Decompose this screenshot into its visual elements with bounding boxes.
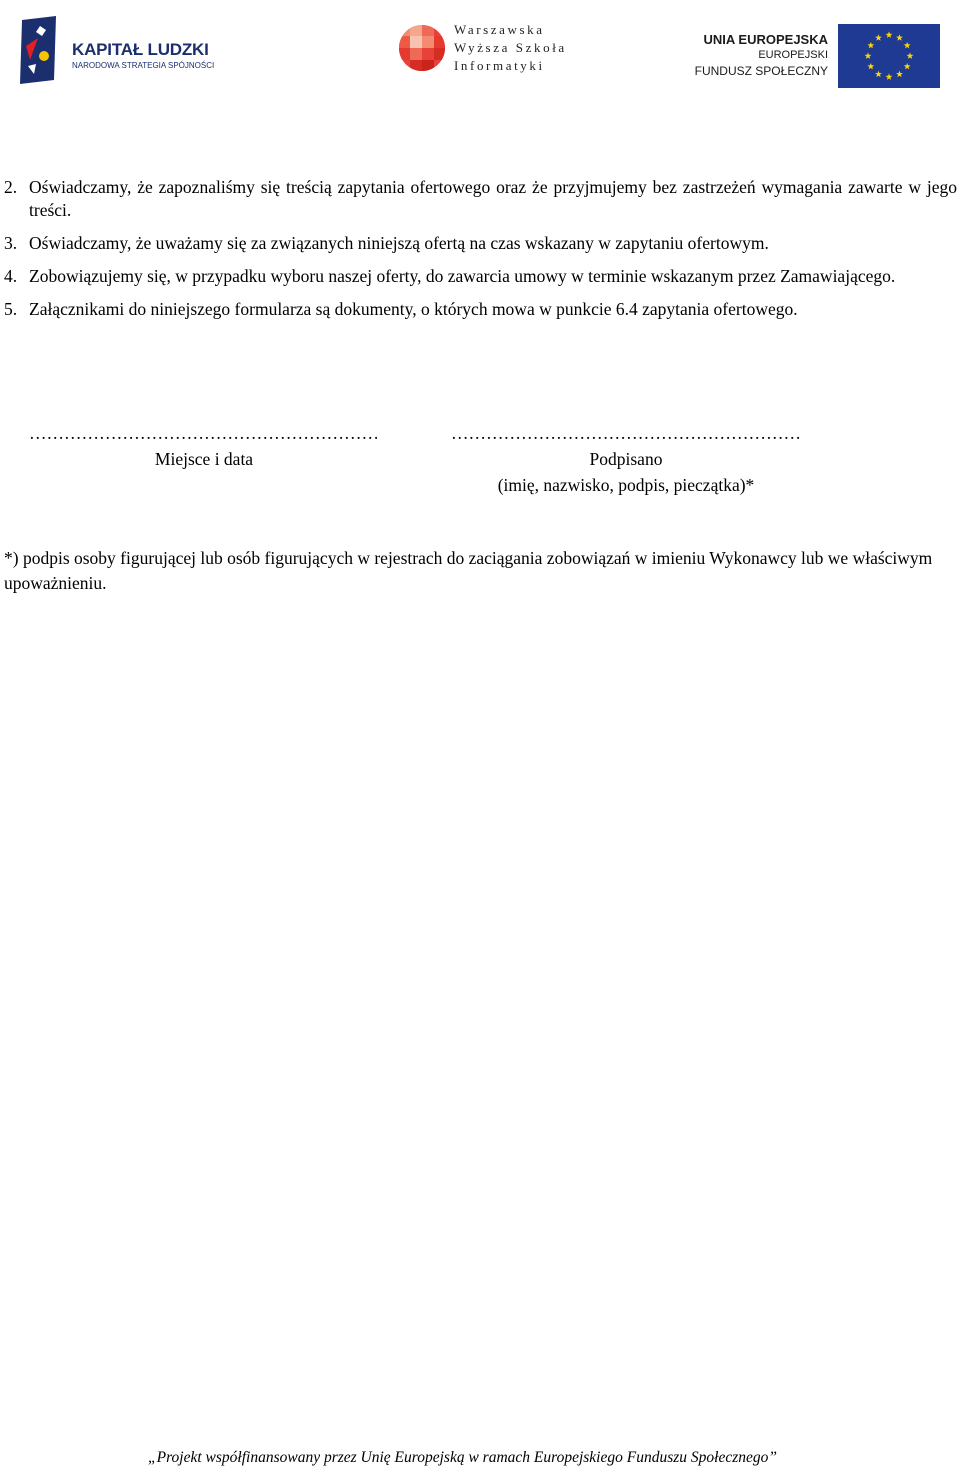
wwsi-pixel-ball-icon [398,24,446,72]
statement-text: Oświadczamy, że zapoznaliśmy się treścią zapytania ofertowego oraz że przyjmujemy bez zastrzeżeń wymagania zawarte w jego treści. [29,177,957,220]
page-header [0,0,960,100]
wwsi-line-1: Warszawska [454,22,545,37]
eu-line-1: UNIA EUROPEJSKA [703,32,828,47]
statement-text: Zobowiązujemy się, w przypadku wyboru naszej oferty, do zawarcia umowy w terminie wskazanym przez Zamawiającego. [29,266,896,286]
place-date-dots: …………………………………………………… [29,423,379,443]
kapital-ludzki-logo [16,16,216,86]
statement-number: 2. [4,177,18,197]
place-date-label: Miejsce i data [154,449,254,469]
kapital-ludzki-subtitle: NARODOWA STRATEGIA SPÓJNOŚCI [72,61,215,70]
statement-list [4,176,957,331]
statement-item [4,265,957,288]
signature-dots: …………………………………………………… [451,423,801,443]
kapital-ludzki-emblem-icon [16,16,60,84]
footnote: *) podpis osoby figurującej lub osób figurujących w rejestrach do zaciągania zobowiązań w imieniu Wykonawcy lub we właściwym upoważnieniu. [4,548,933,593]
statement-item [4,176,957,222]
eu-line-3: FUNDUSZ SPOŁECZNY [694,64,828,78]
statement-number: 3. [4,233,18,253]
place-date-field [4,420,404,472]
wwsi-line-3: Informatyki [454,58,545,73]
statement-item [4,298,957,321]
statement-item [4,232,957,255]
eu-flag-icon [838,24,940,88]
statement-number: 4. [4,266,18,286]
wwsi-line-2: Wyższa Szkoła [454,40,567,55]
kapital-ludzki-title: KAPITAŁ LUDZKI [72,40,209,59]
statement-number: 5. [4,299,18,319]
wwsi-logo [398,22,588,78]
signature-label: Podpisano [589,449,663,469]
signature-sublabel: (imię, nazwisko, podpis, pieczątka)* [497,475,755,495]
eu-line-2: EUROPEJSKI [758,49,828,61]
eu-logo [688,24,944,90]
signature-field [436,420,816,498]
statement-text: Oświadczamy, że uważamy się za związanych niniejszą ofertą na czas wskazany w zapytaniu ofertowym. [29,233,769,253]
page-footer: „Projekt współfinansowany przez Unię Europejską w ramach Europejskiego Funduszu Społecznego” [148,1449,777,1466]
statement-text: Załącznikami do niniejszego formularza są dokumenty, o których mowa w punkcie 6.4 zapytania ofertowego. [29,299,798,319]
